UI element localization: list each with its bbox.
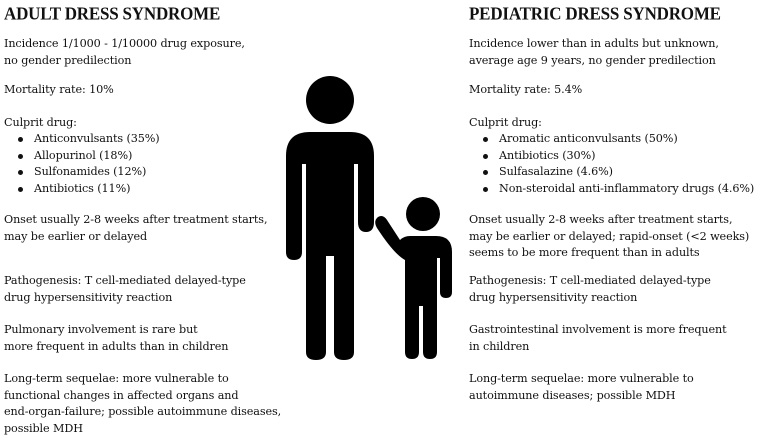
adult-mortality: Mortality rate: 10% <box>4 83 114 96</box>
adult-body-icon <box>286 132 374 360</box>
adult-culprit-label: Culprit drug: <box>4 116 77 129</box>
adult-incidence: Incidence 1/1000 - 1/10000 drug exposure, no gender predilection <box>4 37 245 67</box>
pediatric-incidence: Incidence lower than in adults but unknown, average age 9 years, no gender predilection <box>469 37 719 67</box>
pediatric-pathogenesis: Pathogenesis: T cell-mediated delayed-type drug hypersensitivity reaction <box>469 274 711 304</box>
adult-drug-item: Allopurinol (18%) <box>4 148 160 165</box>
adult-drug-item: Antibiotics (11%) <box>4 181 160 198</box>
pediatric-drug-list <box>469 131 754 197</box>
adult-drug-item: Sulfonamides (12%) <box>4 164 160 181</box>
pediatric-drug-item: Antibiotics (30%) <box>469 148 754 165</box>
adult-drug-list <box>4 131 160 197</box>
child-body-icon <box>375 216 452 359</box>
adult-onset: Onset usually 2-8 weeks after treatment starts, may be earlier or delayed <box>4 213 268 243</box>
pediatric-drug-item: Aromatic anticonvulsants (50%) <box>469 131 754 148</box>
child-head-icon <box>406 197 440 231</box>
pediatric-culprit-label: Culprit drug: <box>469 116 542 129</box>
pediatric-mortality: Mortality rate: 5.4% <box>469 83 583 96</box>
adult-drug-item: Anticonvulsants (35%) <box>4 131 160 148</box>
adult-involvement: Pulmonary involvement is rare but more frequent in adults than in children <box>4 323 229 353</box>
adult-head-icon <box>306 76 354 124</box>
adult-holding-child-hand-icon <box>270 70 470 360</box>
pediatric-drug-item: Sulfasalazine (4.6%) <box>469 164 754 181</box>
pediatric-heading: PEDIATRIC DRESS SYNDROME <box>469 4 721 24</box>
pediatric-sequelae: Long-term sequelae: more vulnerable to autoimmune diseases; possible MDH <box>469 372 694 402</box>
pediatric-drug-item: Non-steroidal anti-inflammatory drugs (4.6%) <box>469 181 754 198</box>
adult-heading: ADULT DRESS SYNDROME <box>4 4 221 24</box>
pediatric-involvement: Gastrointestinal involvement is more frequent in children <box>469 323 727 353</box>
pediatric-onset: Onset usually 2-8 weeks after treatment starts, may be earlier or delayed; rapid-onset (<2 weeks) seems to be more frequent than in adults <box>469 213 750 259</box>
adult-sequelae: Long-term sequelae: more vulnerable to functional changes in affected organs and end-organ-failure; possible autoimmune diseases, possible MDH <box>4 372 282 435</box>
adult-pathogenesis: Pathogenesis: T cell-mediated delayed-type drug hypersensitivity reaction <box>4 274 246 304</box>
